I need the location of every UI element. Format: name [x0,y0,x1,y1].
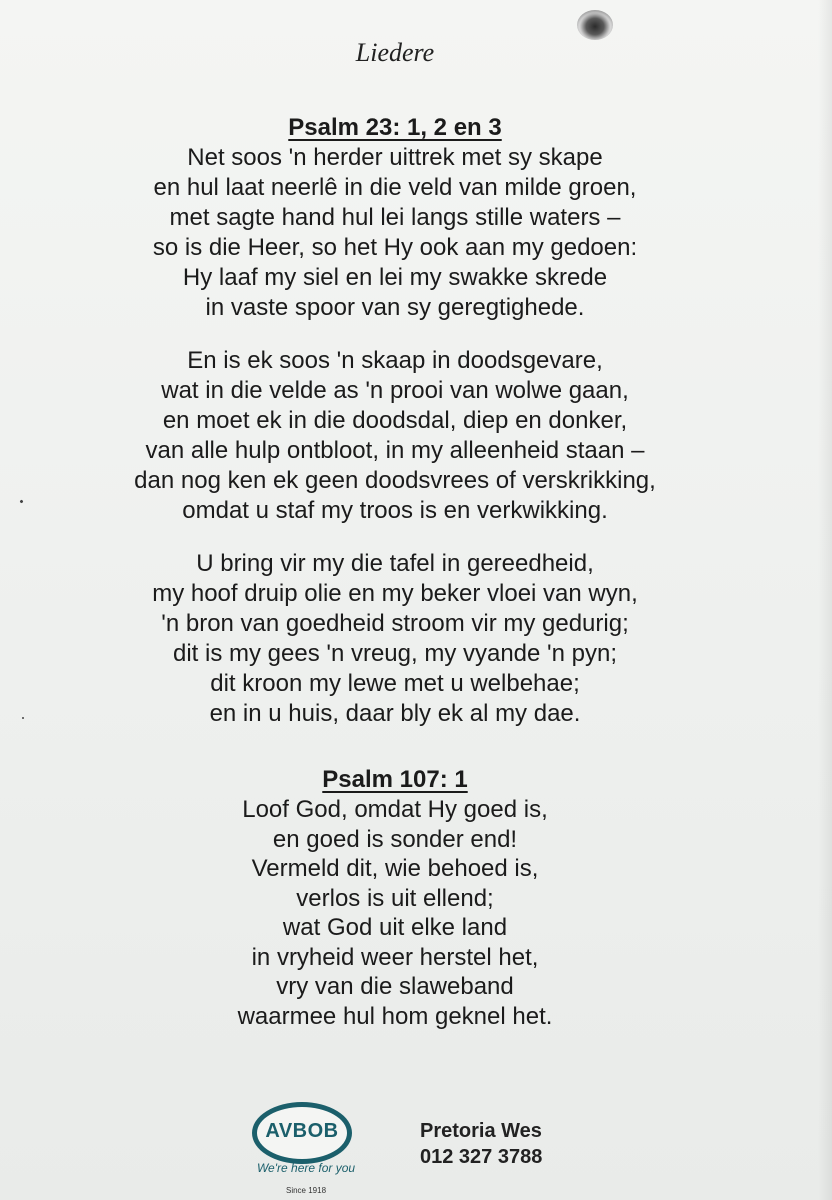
branch-name: Pretoria Wes [420,1120,542,1142]
verse-line: Net soos 'n herder uittrek met sy skape [187,144,603,171]
verse-line: wat in die velde as 'n prooi van wolwe gaan, [161,377,629,404]
verse-line: omdat u staf my troos is en verkwikking. [182,497,608,524]
verse-1 [0,795,790,1031]
logo-tagline: We're here for you [256,1161,356,1175]
sponsor-footer [0,1090,832,1200]
verse-2 [0,346,790,526]
verse-line: dan nog ken ek geen doodsvrees of verskrikking, [134,467,656,494]
verse-line: van alle hulp ontbloot, in my alleenheid staan – [145,437,645,464]
verse-line: en in u huis, daar bly ek al my dae. [209,700,581,727]
verse-line: dit is my gees 'n vreug, my vyande 'n pyn; [172,640,618,667]
verse-line: my hoof druip olie en my beker vloei van wyn, [152,580,638,607]
verse-line: in vryheid weer herstel het, [251,943,539,971]
verse-line: so is die Heer, so het Hy ook aan my gedoen: [152,234,638,261]
logo-since: Since 1918 [285,1186,327,1195]
phone-number: 012 327 3788 [420,1146,543,1168]
verse-line: Vermeld dit, wie behoed is, [251,855,539,882]
verse-line: Loof God, omdat Hy goed is, [242,796,548,823]
verse-line: 'n bron van goedheid stroom vir my gedurig; [161,610,629,637]
verse-line: en hul laat neerlê in die veld van milde groen, [153,174,637,201]
verse-line: En is ek soos 'n skaap in doodsgevare, [187,347,603,374]
verse-line: en goed is sonder end! [272,825,518,853]
logo-wordmark: AVBOB [265,1120,339,1142]
verse-line: waarmee hul hom geknel het. [237,1002,553,1030]
verse-line: U bring vir my die tafel in gereedheid, [196,550,594,577]
song-psalm-107 [0,765,790,1031]
verse-line: in vaste spoor van sy geregtighede. [205,294,585,321]
verse-line: verlos is uit ellend; [296,884,494,912]
page-edge-shadow [818,0,832,1200]
verse-line: vry van die slaweband [276,973,514,1000]
verse-line: Hy laaf my siel en lei my swakke skrede [182,264,608,291]
avbob-logo-icon [248,1102,360,1168]
verse-3 [0,549,790,729]
song-title: Psalm 107: 1 [322,766,468,793]
punch-hole-icon [577,10,613,40]
page-title: Liedere [355,38,435,67]
verse-line: en moet ek in die doodsdal, diep en donker, [162,407,628,434]
verse-1 [0,143,790,323]
verse-line: wat God uit elke land [282,914,508,941]
song-psalm-23 [0,113,790,752]
verse-line: met sagte hand hul lei langs stille waters – [169,204,621,231]
song-title: Psalm 23: 1, 2 en 3 [288,114,502,141]
verse-line: dit kroon my lewe met u welbehae; [210,670,580,697]
